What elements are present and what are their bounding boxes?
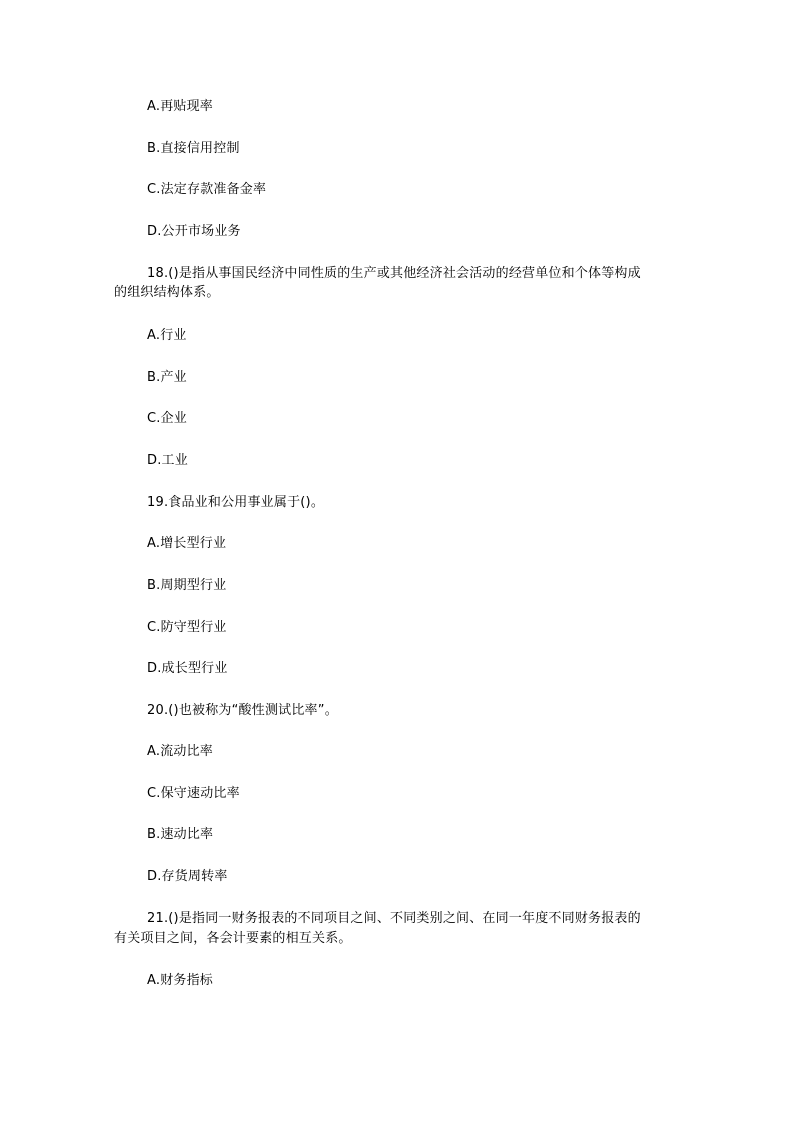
q20-option-a: A.流动比率 xyxy=(147,744,213,759)
q18-option-b: B.产业 xyxy=(147,370,187,385)
q19-option-b: B.周期型行业 xyxy=(147,578,227,593)
q19-option-d: D.成长型行业 xyxy=(147,661,228,676)
q20-option-c: C.保守速动比率 xyxy=(147,786,240,801)
q21-question-line1: 21.()是指同一财务报表的不同项目之间、不同类别之间、在同一年度不同财务报表的 xyxy=(147,911,641,926)
q19-option-c: C.防守型行业 xyxy=(147,620,227,635)
q20-option-b: B.速动比率 xyxy=(147,827,214,842)
q19-option-a: A.增长型行业 xyxy=(147,536,227,551)
q21-option-a: A.财务指标 xyxy=(147,973,213,988)
q18-option-d: D.工业 xyxy=(147,453,188,468)
q18-question-line1: 18.()是指从事国民经济中同性质的生产或其他经济社会活动的经营单位和个体等构成 xyxy=(147,266,641,281)
q18-option-c: C.企业 xyxy=(147,411,188,426)
q17-option-b: B.直接信用控制 xyxy=(147,141,240,156)
q17-option-d: D.公开市场业务 xyxy=(147,224,241,239)
q19-question: 19.食品业和公用事业属于()。 xyxy=(147,495,325,510)
q18-question-line2: 的组织结构体系。 xyxy=(114,285,220,300)
q18-option-a: A.行业 xyxy=(147,328,187,343)
q17-option-c: C.法定存款准备金率 xyxy=(147,182,267,197)
q17-option-a: A.再贴现率 xyxy=(147,99,213,114)
q21-question-line2: 有关项目之间，各会计要素的相互关系。 xyxy=(114,931,352,946)
q20-question: 20.()也被称为“酸性测试比率”。 xyxy=(147,703,338,718)
q20-option-d: D.存货周转率 xyxy=(147,869,228,884)
